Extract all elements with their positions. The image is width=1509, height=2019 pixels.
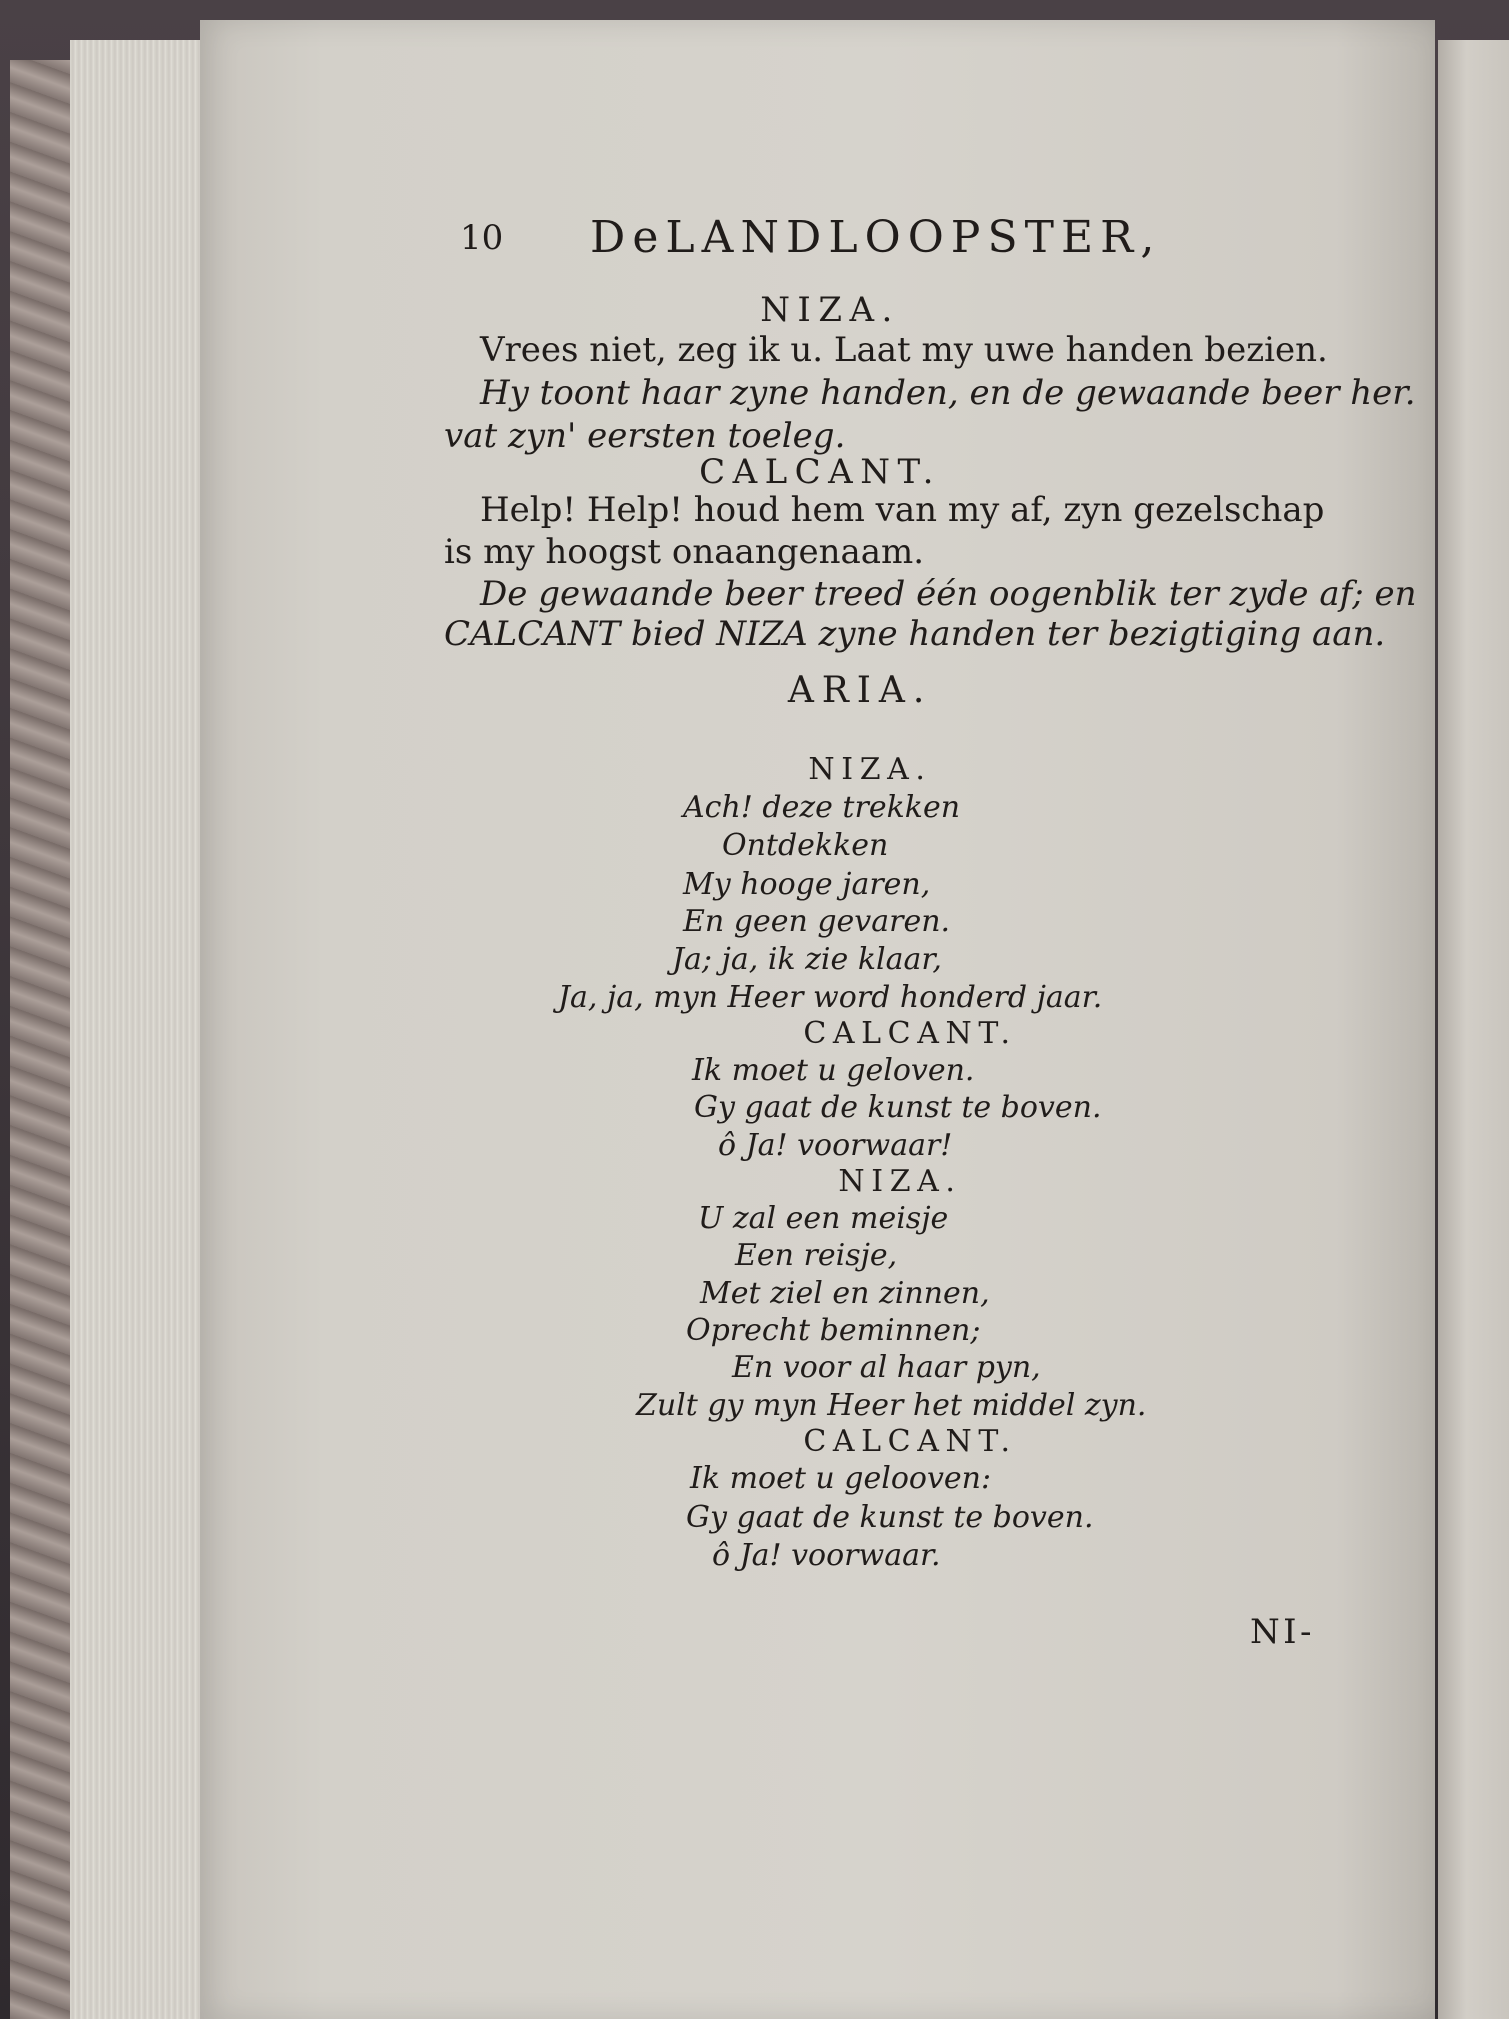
catchword: NI- [1250,1612,1315,1652]
speaker-niza: NIZA. [760,290,900,330]
speaker-calcant: CALCANT. [803,1016,1017,1051]
aria-line: Oprecht beminnen; [686,1313,981,1348]
stage-direction: De gewaande beer treed één oogenblik ter zyde af; en [480,574,1417,614]
aria-line: Ja, ja, myn Heer word honderd jaar. [558,980,1103,1015]
speaker-niza: NIZA. [808,752,932,787]
dialogue-line: is my hoogst onaangenaam. [444,532,925,572]
aria-line: Ik moet u geloven. [692,1053,975,1088]
running-head [460,212,1240,272]
aria-line: En voor al haar pyn, [732,1350,1041,1385]
page-number: 10 [460,218,504,258]
stage-direction: CALCANT bied NIZA zyne handen ter bezigtiging aan. [444,614,1386,654]
dialogue-line: Help! Help! houd hem van my af, zyn gezelschap [480,490,1325,530]
aria-line: Zult gy myn Heer het middel zyn. [636,1388,1147,1423]
aria-line: Ja; ja, ik zie klaar, [672,942,942,977]
aria-line: Gy gaat de kunst te boven. [694,1090,1102,1125]
dialogue-line: Vrees niet, zeg ik u. Laat my uwe handen bezien. [480,330,1328,370]
aria-line: Met ziel en zinnen, [700,1276,990,1311]
running-title: DeLANDLOOPSTER, [590,212,1162,263]
speaker-calcant: CALCANT. [803,1424,1017,1459]
facing-page-edge [1438,40,1509,2019]
aria-line: Gy gaat de kunst te boven. [686,1500,1094,1535]
stage-direction: vat zyn' eersten toeleg. [444,416,846,456]
aria-line: Ach! deze trekken [683,790,961,825]
aria-line: My hooge jaren, [683,867,931,902]
speaker-calcant: CALCANT. [699,452,941,492]
aria-heading: ARIA. [787,670,933,711]
page-edges [70,40,220,2019]
aria-line: ô Ja! voorwaar. [712,1538,941,1573]
aria-line: ô Ja! voorwaar! [718,1128,953,1163]
aria-line: U zal een meisje [698,1201,949,1236]
book-spine [10,60,70,2019]
stage-direction: Hy toont haar zyne handen, en de gewaande beer her. [480,373,1416,413]
speaker-niza: NIZA. [838,1164,962,1199]
aria-line: Ik moet u gelooven: [690,1461,992,1496]
aria-line: Een reisje, [735,1238,898,1273]
aria-line: Ontdekken [722,828,889,863]
aria-line: En geen gevaren. [683,904,951,939]
